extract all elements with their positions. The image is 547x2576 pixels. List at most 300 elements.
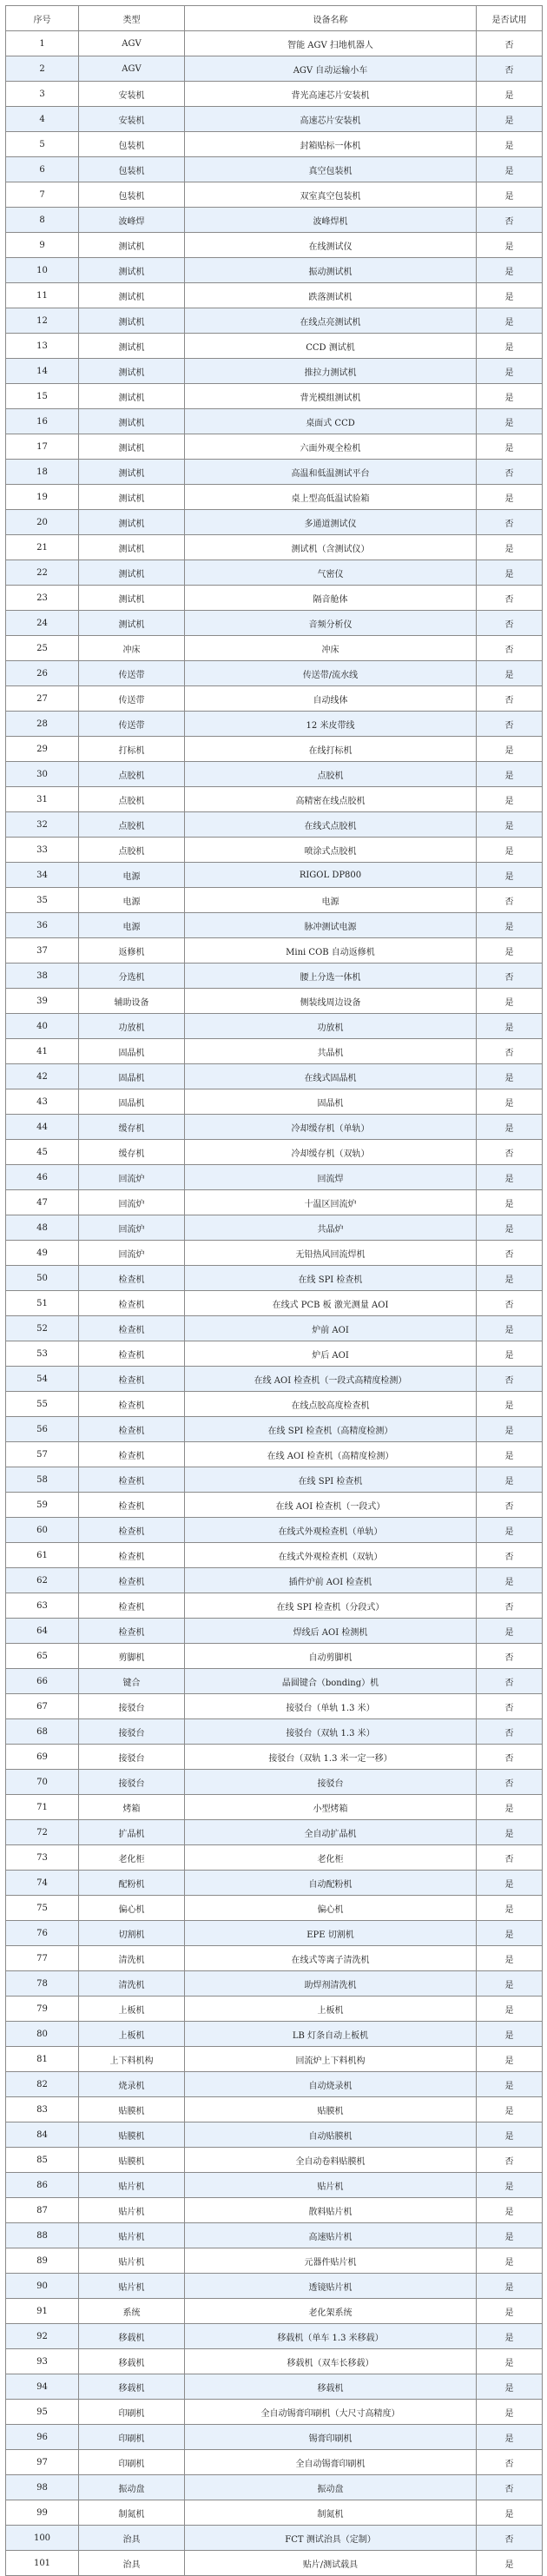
cell-trial: 是 xyxy=(477,258,543,283)
cell-trial: 是 xyxy=(477,1417,543,1442)
cell-name: 共晶炉 xyxy=(185,1215,477,1241)
cell-trial: 是 xyxy=(477,1266,543,1291)
cell-trial: 是 xyxy=(477,1316,543,1341)
table-row xyxy=(6,182,543,208)
table-row xyxy=(6,1694,543,1719)
cell-type: 波峰焊 xyxy=(79,208,185,233)
cell-trial: 否 xyxy=(477,611,543,636)
cell-index: 20 xyxy=(6,510,79,535)
cell-type: 键合 xyxy=(79,1669,185,1694)
cell-type: 配粉机 xyxy=(79,1871,185,1896)
table-row xyxy=(6,787,543,812)
table-row xyxy=(6,1316,543,1341)
cell-trial: 是 xyxy=(477,1820,543,1845)
cell-index: 22 xyxy=(6,560,79,586)
cell-type: 接驳台 xyxy=(79,1770,185,1795)
cell-trial: 否 xyxy=(477,1367,543,1392)
cell-trial: 是 xyxy=(477,283,543,308)
table-row xyxy=(6,1190,543,1215)
cell-trial: 否 xyxy=(477,1140,543,1165)
cell-type: 传送带 xyxy=(79,712,185,737)
cell-name: 移载机（单车 1.3 米移载） xyxy=(185,2324,477,2349)
table-row xyxy=(6,434,543,460)
cell-index: 93 xyxy=(6,2349,79,2374)
cell-type: 治具 xyxy=(79,2526,185,2551)
table-row xyxy=(6,409,543,434)
cell-trial: 是 xyxy=(477,2198,543,2223)
cell-trial: 是 xyxy=(477,762,543,787)
cell-type: 检查机 xyxy=(79,1291,185,1316)
cell-trial: 否 xyxy=(477,1644,543,1669)
table-row xyxy=(6,1543,543,1568)
cell-index: 30 xyxy=(6,762,79,787)
cell-name: 老化架系统 xyxy=(185,2299,477,2324)
cell-index: 86 xyxy=(6,2173,79,2198)
cell-name: 冲床 xyxy=(185,636,477,661)
cell-type: 安装机 xyxy=(79,82,185,107)
cell-index: 98 xyxy=(6,2475,79,2500)
cell-trial: 是 xyxy=(477,2324,543,2349)
cell-index: 69 xyxy=(6,1745,79,1770)
cell-name: 炉前 AOI xyxy=(185,1316,477,1341)
cell-index: 31 xyxy=(6,787,79,812)
table-row xyxy=(6,258,543,283)
cell-index: 80 xyxy=(6,2022,79,2047)
cell-index: 34 xyxy=(6,863,79,888)
cell-name: 喷涂式点胶机 xyxy=(185,838,477,863)
cell-type: 偏心机 xyxy=(79,1896,185,1921)
cell-name: 在线 SPI 检查机（高精度检测） xyxy=(185,1417,477,1442)
cell-type: 印刷机 xyxy=(79,2425,185,2450)
cell-index: 23 xyxy=(6,586,79,611)
cell-trial: 是 xyxy=(477,2500,543,2526)
cell-trial: 是 xyxy=(477,2349,543,2374)
cell-trial: 是 xyxy=(477,384,543,409)
cell-trial: 否 xyxy=(477,1493,543,1518)
cell-name: 助焊剂清洗机 xyxy=(185,1971,477,1997)
table-header-row xyxy=(6,6,543,31)
cell-type: 上板机 xyxy=(79,1997,185,2022)
cell-type: 检查机 xyxy=(79,1341,185,1367)
table-row xyxy=(6,1165,543,1190)
table-row xyxy=(6,510,543,535)
cell-index: 99 xyxy=(6,2500,79,2526)
cell-trial: 否 xyxy=(477,2526,543,2551)
cell-index: 60 xyxy=(6,1518,79,1543)
table-row xyxy=(6,1997,543,2022)
cell-type: 贴片机 xyxy=(79,2274,185,2299)
cell-name: 隔音舱体 xyxy=(185,586,477,611)
cell-index: 3 xyxy=(6,82,79,107)
cell-type: 测试机 xyxy=(79,535,185,560)
cell-index: 82 xyxy=(6,2072,79,2097)
cell-type: 测试机 xyxy=(79,586,185,611)
cell-index: 32 xyxy=(6,812,79,838)
cell-index: 95 xyxy=(6,2400,79,2425)
cell-name: 在线式等离子清洗机 xyxy=(185,1946,477,1971)
table-row xyxy=(6,2173,543,2198)
cell-type: 检查机 xyxy=(79,1417,185,1442)
cell-name: 在线式固晶机 xyxy=(185,1064,477,1089)
cell-name: 偏心机 xyxy=(185,1896,477,1921)
cell-name: 冷却缓存机（双轨） xyxy=(185,1140,477,1165)
cell-index: 21 xyxy=(6,535,79,560)
cell-type: 检查机 xyxy=(79,1392,185,1417)
cell-type: 测试机 xyxy=(79,409,185,434)
cell-name: 晶圆键合（bonding）机 xyxy=(185,1669,477,1694)
cell-index: 100 xyxy=(6,2526,79,2551)
cell-index: 67 xyxy=(6,1694,79,1719)
cell-name: 振动盘 xyxy=(185,2475,477,2500)
cell-index: 83 xyxy=(6,2097,79,2122)
table-row xyxy=(6,1014,543,1039)
cell-index: 91 xyxy=(6,2299,79,2324)
cell-name: 波峰焊机 xyxy=(185,208,477,233)
cell-type: 检查机 xyxy=(79,1467,185,1493)
cell-index: 26 xyxy=(6,661,79,686)
cell-name: 在线 AOI 检查机（高精度检测） xyxy=(185,1442,477,1467)
table-row xyxy=(6,334,543,359)
cell-type: 传送带 xyxy=(79,661,185,686)
cell-index: 78 xyxy=(6,1971,79,1997)
cell-trial: 是 xyxy=(477,2122,543,2148)
cell-trial: 否 xyxy=(477,1543,543,1568)
table-row xyxy=(6,989,543,1014)
cell-name: 全自动锡膏印刷机 xyxy=(185,2450,477,2475)
cell-type: 贴片机 xyxy=(79,2248,185,2274)
cell-type: 振动盘 xyxy=(79,2475,185,2500)
cell-type: 检查机 xyxy=(79,1593,185,1619)
cell-type: 系统 xyxy=(79,2299,185,2324)
cell-type: 功放机 xyxy=(79,1014,185,1039)
cell-trial: 是 xyxy=(477,1442,543,1467)
cell-index: 59 xyxy=(6,1493,79,1518)
cell-index: 97 xyxy=(6,2450,79,2475)
cell-trial: 否 xyxy=(477,460,543,485)
cell-name: 高速芯片安装机 xyxy=(185,107,477,132)
table-row xyxy=(6,586,543,611)
cell-index: 79 xyxy=(6,1997,79,2022)
table-row xyxy=(6,2526,543,2551)
table-row xyxy=(6,2500,543,2526)
cell-name: 测试机（含测试仪） xyxy=(185,535,477,560)
table-row xyxy=(6,1215,543,1241)
cell-trial: 是 xyxy=(477,2400,543,2425)
cell-name: 多通道测试仪 xyxy=(185,510,477,535)
cell-type: 检查机 xyxy=(79,1266,185,1291)
cell-name: AGV 自动运输小车 xyxy=(185,56,477,82)
cell-index: 96 xyxy=(6,2425,79,2450)
cell-type: 测试机 xyxy=(79,334,185,359)
cell-trial: 是 xyxy=(477,787,543,812)
cell-trial: 否 xyxy=(477,1241,543,1266)
cell-name: 振动测试机 xyxy=(185,258,477,283)
cell-trial: 是 xyxy=(477,2248,543,2274)
cell-index: 27 xyxy=(6,686,79,712)
table-row xyxy=(6,1039,543,1064)
cell-name: 脉冲测试电源 xyxy=(185,913,477,938)
cell-name: 自动线体 xyxy=(185,686,477,712)
cell-name: CCD 测试机 xyxy=(185,334,477,359)
cell-trial: 否 xyxy=(477,2450,543,2475)
cell-index: 101 xyxy=(6,2551,79,2576)
cell-name: 冷却缓存机（单轨） xyxy=(185,1115,477,1140)
cell-type: 打标机 xyxy=(79,737,185,762)
cell-name: 共晶机 xyxy=(185,1039,477,1064)
cell-type: 老化柜 xyxy=(79,1845,185,1871)
cell-type: 印刷机 xyxy=(79,2400,185,2425)
equipment-table xyxy=(5,5,543,2576)
table-row xyxy=(6,2299,543,2324)
cell-trial: 是 xyxy=(477,1467,543,1493)
cell-index: 44 xyxy=(6,1115,79,1140)
table-row xyxy=(6,1417,543,1442)
cell-trial: 是 xyxy=(477,82,543,107)
cell-trial: 是 xyxy=(477,1089,543,1115)
cell-type: 移载机 xyxy=(79,2324,185,2349)
cell-type: 缓存机 xyxy=(79,1115,185,1140)
table-row xyxy=(6,384,543,409)
cell-type: 包装机 xyxy=(79,157,185,182)
cell-type: 治具 xyxy=(79,2551,185,2576)
cell-type: 贴片机 xyxy=(79,2173,185,2198)
table-row xyxy=(6,233,543,258)
cell-trial: 是 xyxy=(477,1115,543,1140)
cell-index: 38 xyxy=(6,964,79,989)
cell-trial: 是 xyxy=(477,1518,543,1543)
cell-name: 贴膜机 xyxy=(185,2097,477,2122)
table-row xyxy=(6,1745,543,1770)
cell-type: 检查机 xyxy=(79,1493,185,1518)
cell-name: 背光高速芯片安装机 xyxy=(185,82,477,107)
table-row xyxy=(6,2475,543,2500)
cell-type: 检查机 xyxy=(79,1619,185,1644)
cell-type: 回流炉 xyxy=(79,1241,185,1266)
cell-trial: 是 xyxy=(477,737,543,762)
cell-trial: 否 xyxy=(477,1745,543,1770)
cell-name: 自动剪脚机 xyxy=(185,1644,477,1669)
cell-type: 上板机 xyxy=(79,2022,185,2047)
cell-trial: 是 xyxy=(477,485,543,510)
table-row xyxy=(6,1946,543,1971)
cell-name: 回流焊 xyxy=(185,1165,477,1190)
header-name: 设备名称 xyxy=(185,6,477,31)
table-row xyxy=(6,1291,543,1316)
cell-name: 桌上型高低温试验箱 xyxy=(185,485,477,510)
cell-index: 74 xyxy=(6,1871,79,1896)
cell-index: 50 xyxy=(6,1266,79,1291)
cell-name: 接驳台（双轨 1.3 米） xyxy=(185,1719,477,1745)
table-row xyxy=(6,1593,543,1619)
cell-name: Mini COB 自动返修机 xyxy=(185,938,477,964)
cell-index: 61 xyxy=(6,1543,79,1568)
cell-type: 贴膜机 xyxy=(79,2097,185,2122)
cell-name: 双室真空包装机 xyxy=(185,182,477,208)
cell-type: 测试机 xyxy=(79,485,185,510)
cell-index: 77 xyxy=(6,1946,79,1971)
cell-trial: 是 xyxy=(477,1946,543,1971)
cell-trial: 否 xyxy=(477,56,543,82)
cell-name: 在线 SPI 检查机（分段式） xyxy=(185,1593,477,1619)
cell-name: 锡膏印刷机 xyxy=(185,2425,477,2450)
table-row xyxy=(6,1089,543,1115)
cell-type: 包装机 xyxy=(79,182,185,208)
cell-name: 智能 AGV 扫地机器人 xyxy=(185,31,477,56)
cell-index: 2 xyxy=(6,56,79,82)
cell-type: 冲床 xyxy=(79,636,185,661)
cell-index: 68 xyxy=(6,1719,79,1745)
table-row xyxy=(6,560,543,586)
cell-trial: 否 xyxy=(477,510,543,535)
cell-type: 分选机 xyxy=(79,964,185,989)
cell-type: 移载机 xyxy=(79,2374,185,2400)
cell-index: 71 xyxy=(6,1795,79,1820)
cell-type: 接驳台 xyxy=(79,1745,185,1770)
cell-trial: 是 xyxy=(477,2374,543,2400)
table-row xyxy=(6,1392,543,1417)
cell-type: 包装机 xyxy=(79,132,185,157)
cell-index: 90 xyxy=(6,2274,79,2299)
cell-name: 回流炉上下料机构 xyxy=(185,2047,477,2072)
cell-trial: 是 xyxy=(477,1921,543,1946)
table-row xyxy=(6,1770,543,1795)
cell-type: 返修机 xyxy=(79,938,185,964)
cell-index: 62 xyxy=(6,1568,79,1593)
table-row xyxy=(6,2400,543,2425)
cell-trial: 是 xyxy=(477,434,543,460)
table-row xyxy=(6,535,543,560)
cell-index: 15 xyxy=(6,384,79,409)
cell-index: 28 xyxy=(6,712,79,737)
cell-type: 烤箱 xyxy=(79,1795,185,1820)
cell-trial: 是 xyxy=(477,1896,543,1921)
cell-name: 在线打标机 xyxy=(185,737,477,762)
cell-trial: 否 xyxy=(477,208,543,233)
table-row xyxy=(6,1493,543,1518)
cell-name: 在线测试仪 xyxy=(185,233,477,258)
cell-trial: 否 xyxy=(477,1845,543,1871)
cell-trial: 否 xyxy=(477,31,543,56)
cell-trial: 否 xyxy=(477,712,543,737)
header-trial: 是否试用 xyxy=(477,6,543,31)
cell-type: 测试机 xyxy=(79,258,185,283)
cell-name: 电源 xyxy=(185,888,477,913)
cell-name: 接驳台（双轨 1.3 米一定一移） xyxy=(185,1745,477,1770)
table-row xyxy=(6,283,543,308)
cell-type: 贴片机 xyxy=(79,2223,185,2248)
table-row xyxy=(6,107,543,132)
cell-index: 9 xyxy=(6,233,79,258)
table-row xyxy=(6,82,543,107)
cell-name: 音频分析仪 xyxy=(185,611,477,636)
cell-trial: 是 xyxy=(477,1014,543,1039)
cell-index: 84 xyxy=(6,2122,79,2148)
cell-type: AGV xyxy=(79,56,185,82)
cell-index: 87 xyxy=(6,2198,79,2223)
table-row xyxy=(6,2551,543,2576)
table-row xyxy=(6,2450,543,2475)
cell-index: 41 xyxy=(6,1039,79,1064)
header-index: 序号 xyxy=(6,6,79,31)
cell-index: 64 xyxy=(6,1619,79,1644)
cell-name: 自动配粉机 xyxy=(185,1871,477,1896)
cell-index: 11 xyxy=(6,283,79,308)
cell-name: 贴片/测试载具 xyxy=(185,2551,477,2576)
table-row xyxy=(6,1820,543,1845)
table-row xyxy=(6,2248,543,2274)
table-row xyxy=(6,2274,543,2299)
cell-trial: 是 xyxy=(477,1190,543,1215)
table-row xyxy=(6,1871,543,1896)
cell-trial: 是 xyxy=(477,661,543,686)
cell-trial: 是 xyxy=(477,409,543,434)
table-row xyxy=(6,31,543,56)
cell-type: 印刷机 xyxy=(79,2450,185,2475)
cell-name: 12 米皮带线 xyxy=(185,712,477,737)
cell-name: 传送带/流水线 xyxy=(185,661,477,686)
cell-type: 测试机 xyxy=(79,560,185,586)
cell-index: 94 xyxy=(6,2374,79,2400)
cell-index: 10 xyxy=(6,258,79,283)
cell-index: 35 xyxy=(6,888,79,913)
table-row xyxy=(6,1241,543,1266)
cell-index: 45 xyxy=(6,1140,79,1165)
cell-name: 功放机 xyxy=(185,1014,477,1039)
table-row xyxy=(6,1719,543,1745)
cell-trial: 是 xyxy=(477,308,543,334)
cell-type: 测试机 xyxy=(79,233,185,258)
table-row xyxy=(6,737,543,762)
table-row xyxy=(6,712,543,737)
cell-name: 跌落测试机 xyxy=(185,283,477,308)
cell-type: 测试机 xyxy=(79,611,185,636)
cell-trial: 是 xyxy=(477,1064,543,1089)
table-row xyxy=(6,485,543,510)
cell-trial: 否 xyxy=(477,964,543,989)
cell-trial: 是 xyxy=(477,132,543,157)
cell-index: 58 xyxy=(6,1467,79,1493)
table-row xyxy=(6,2072,543,2097)
cell-name: 在线 SPI 检查机 xyxy=(185,1467,477,1493)
table-row xyxy=(6,1266,543,1291)
cell-index: 56 xyxy=(6,1417,79,1442)
cell-trial: 否 xyxy=(477,2475,543,2500)
cell-index: 40 xyxy=(6,1014,79,1039)
cell-index: 46 xyxy=(6,1165,79,1190)
equipment-table-container xyxy=(5,5,542,2576)
cell-name: 推拉力测试机 xyxy=(185,359,477,384)
cell-index: 12 xyxy=(6,308,79,334)
cell-name: 在线点亮测试机 xyxy=(185,308,477,334)
cell-trial: 否 xyxy=(477,1719,543,1745)
cell-trial: 是 xyxy=(477,1165,543,1190)
cell-index: 17 xyxy=(6,434,79,460)
table-row xyxy=(6,2148,543,2173)
cell-type: 测试机 xyxy=(79,283,185,308)
table-row xyxy=(6,1064,543,1089)
cell-trial: 是 xyxy=(477,2097,543,2122)
cell-name: 在线式外观检查机（双轨） xyxy=(185,1543,477,1568)
cell-trial: 是 xyxy=(477,2022,543,2047)
cell-name: 固晶机 xyxy=(185,1089,477,1115)
cell-type: 测试机 xyxy=(79,460,185,485)
cell-type: 电源 xyxy=(79,863,185,888)
cell-name: 老化柜 xyxy=(185,1845,477,1871)
cell-index: 19 xyxy=(6,485,79,510)
cell-trial: 是 xyxy=(477,182,543,208)
cell-index: 57 xyxy=(6,1442,79,1467)
cell-type: 测试机 xyxy=(79,434,185,460)
